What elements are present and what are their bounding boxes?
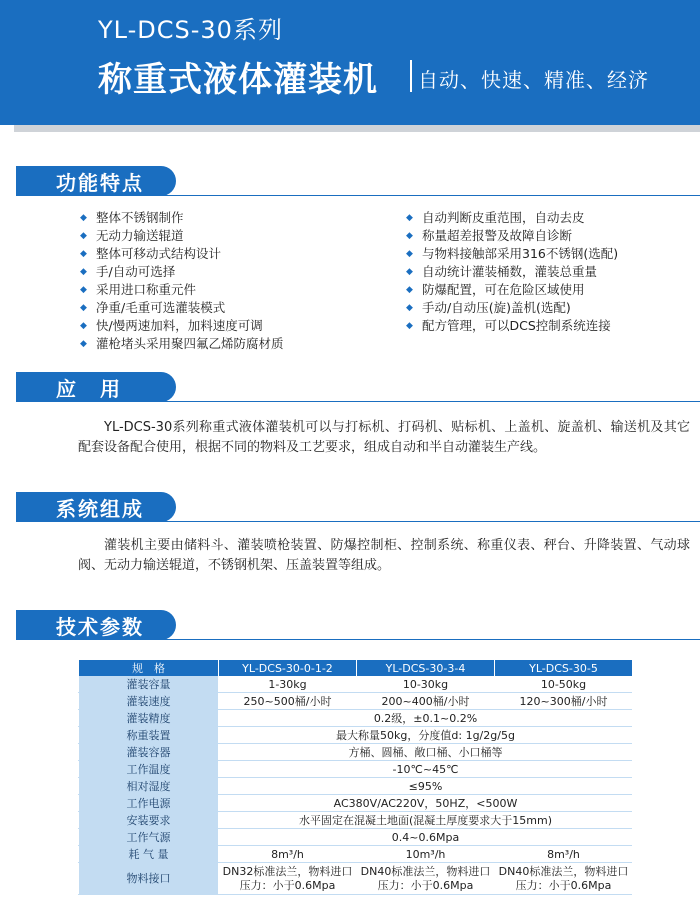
feature-text: 与物料接触部采用316不锈钢(选配): [422, 246, 619, 261]
feature-item: [406, 263, 618, 281]
spec-label: 耗 气 量: [79, 846, 219, 863]
diamond-bullet-icon: ◆: [406, 303, 413, 313]
feature-text: 整体可移动式结构设计: [96, 246, 222, 261]
spec-label: 灌装容量: [79, 676, 219, 693]
section-title-params: 技术参数: [16, 610, 176, 640]
section-line: [16, 639, 700, 640]
feature-item: [406, 209, 618, 227]
diamond-bullet-icon: ◆: [80, 249, 87, 259]
feature-item: [406, 281, 618, 299]
feature-text: 自动判断皮重范围，自动去皮: [422, 210, 585, 225]
section-title-application: 应 用: [16, 372, 176, 402]
feature-text: 净重/毛重可选灌装模式: [96, 300, 226, 315]
feature-item: [406, 317, 618, 335]
spec-value: ≤95%: [219, 778, 633, 795]
spec-label: 相对湿度: [79, 778, 219, 795]
spec-header-cell: 规 格: [79, 660, 219, 676]
diamond-bullet-icon: ◆: [406, 285, 413, 295]
feature-text: 快/慢两速加料，加料速度可调: [96, 318, 263, 333]
application-text: YL-DCS-30系列称重式液体灌装机可以与打标机、打码机、贴标机、上盖机、旋盖机、输送机及其它配套设备配合使用，根据不同的物料及工艺要求，组成自动和半自动灌装生产线。: [78, 420, 690, 455]
spec-value: 最大称量50kg，分度值d: 1g/2g/5g: [219, 727, 633, 744]
spec-row: [79, 778, 633, 795]
spec-label: 灌装速度: [79, 693, 219, 710]
spec-value: 10-30kg: [357, 676, 495, 693]
spec-value: 10m³/h: [357, 846, 495, 863]
feature-item: [406, 227, 618, 245]
spec-value: DN40标准法兰，物料进口压力：小于0.6Mpa: [357, 863, 495, 895]
spec-value: AC380V/AC220V，50HZ，<500W: [219, 795, 633, 812]
diamond-bullet-icon: ◆: [406, 249, 413, 259]
spec-header-cell: YL-DCS-30-0-1-2: [219, 660, 357, 676]
spec-label: 工作温度: [79, 761, 219, 778]
spec-value: 200~400桶/小时: [357, 693, 495, 710]
section-title-features: 功能特点: [16, 166, 176, 196]
spec-row: [79, 676, 633, 693]
spec-label: 物料接口: [79, 863, 219, 895]
spec-header-row: [79, 660, 633, 676]
feature-item: [80, 299, 284, 317]
diamond-bullet-icon: ◆: [80, 267, 87, 277]
feature-text: 自动统计灌装桶数，灌装总重量: [422, 264, 598, 279]
diamond-bullet-icon: ◆: [80, 231, 87, 241]
feature-text: 无动力输送辊道: [96, 228, 184, 243]
spec-label: 灌装精度: [79, 710, 219, 727]
diamond-bullet-icon: ◆: [406, 321, 413, 331]
spec-value: 1-30kg: [219, 676, 357, 693]
system-text: 灌装机主要由储料斗、灌装喷枪装置、防爆控制柜、控制系统、称重仪表、秤台、升降装置、气动球阀、无动力输送辊道，不锈钢机架、压盖装置等组成。: [78, 538, 690, 573]
series-name: YL-DCS-30系列: [98, 16, 283, 44]
spec-row: [79, 693, 633, 710]
feature-text: 防爆配置，可在危险区域使用: [422, 282, 585, 297]
spec-label: 工作气源: [79, 829, 219, 846]
spec-table: [78, 660, 632, 895]
spec-header-cell: YL-DCS-30-3-4: [357, 660, 495, 676]
spec-value: DN32标准法兰，物料进口压力：小于0.6Mpa: [219, 863, 357, 895]
diamond-bullet-icon: ◆: [80, 303, 87, 313]
spec-row: [79, 761, 633, 778]
spec-label: 称重装置: [79, 727, 219, 744]
section-line: [16, 195, 700, 196]
diamond-bullet-icon: ◆: [80, 321, 87, 331]
feature-item: [80, 263, 284, 281]
header-underline: [14, 125, 700, 132]
spec-value: 0.4~0.6Mpa: [219, 829, 633, 846]
spec-row: [79, 727, 633, 744]
spec-value: -10℃~45℃: [219, 761, 633, 778]
spec-row: [79, 829, 633, 846]
diamond-bullet-icon: ◆: [406, 231, 413, 241]
feature-item: [80, 209, 284, 227]
spec-value: 8m³/h: [495, 846, 633, 863]
feature-item: [406, 299, 618, 317]
spec-row: [79, 744, 633, 761]
feature-text: 采用进口称重元件: [96, 282, 197, 297]
feature-text: 称量超差报警及故障自诊断: [422, 228, 573, 243]
spec-value: 8m³/h: [219, 846, 357, 863]
feature-text: 灌枪堵头采用聚四氟乙烯防腐材质: [96, 336, 284, 351]
feature-item: [80, 281, 284, 299]
feature-item: [80, 227, 284, 245]
header-banner: [0, 0, 700, 125]
section-title-system: 系统组成: [16, 492, 176, 522]
spec-value: 0.2级，±0.1~0.2%: [219, 710, 633, 727]
feature-text: 配方管理，可以DCS控制系统连接: [422, 318, 611, 333]
feature-item: [80, 317, 284, 335]
spec-value: DN40标准法兰，物料进口压力：小于0.6Mpa: [495, 863, 633, 895]
feature-text: 手动/自动压(旋)盖机(选配): [422, 300, 571, 315]
feature-text: 手/自动可选择: [96, 264, 176, 279]
title-divider: [410, 60, 412, 92]
spec-label: 灌装容器: [79, 744, 219, 761]
spec-header-cell: YL-DCS-30-5: [495, 660, 633, 676]
spec-label: 工作电源: [79, 795, 219, 812]
spec-row: [79, 795, 633, 812]
spec-value: 方桶、圆桶、敞口桶、小口桶等: [219, 744, 633, 761]
section-line: [16, 521, 700, 522]
spec-value: 250~500桶/小时: [219, 693, 357, 710]
spec-value: 10-50kg: [495, 676, 633, 693]
feature-item: [80, 245, 284, 263]
spec-row: [79, 812, 633, 829]
feature-item: [406, 245, 618, 263]
feature-text: 整体不锈钢制作: [96, 210, 184, 225]
spec-row: [79, 846, 633, 863]
product-title: 称重式液体灌装机: [98, 60, 378, 100]
diamond-bullet-icon: ◆: [406, 267, 413, 277]
tagline: 自动、快速、精准、经济: [418, 68, 649, 92]
features-right-list: [406, 209, 618, 335]
spec-value: 水平固定在混凝土地面(混凝土厚度要求大于15mm): [219, 812, 633, 829]
spec-label: 安装要求: [79, 812, 219, 829]
spec-row: [79, 710, 633, 727]
diamond-bullet-icon: ◆: [406, 213, 413, 223]
diamond-bullet-icon: ◆: [80, 339, 87, 349]
feature-item: [80, 335, 284, 353]
diamond-bullet-icon: ◆: [80, 285, 87, 295]
section-line: [16, 401, 700, 402]
spec-value: 120~300桶/小时: [495, 693, 633, 710]
spec-row: [79, 863, 633, 895]
features-left-list: [80, 209, 284, 353]
diamond-bullet-icon: ◆: [80, 213, 87, 223]
